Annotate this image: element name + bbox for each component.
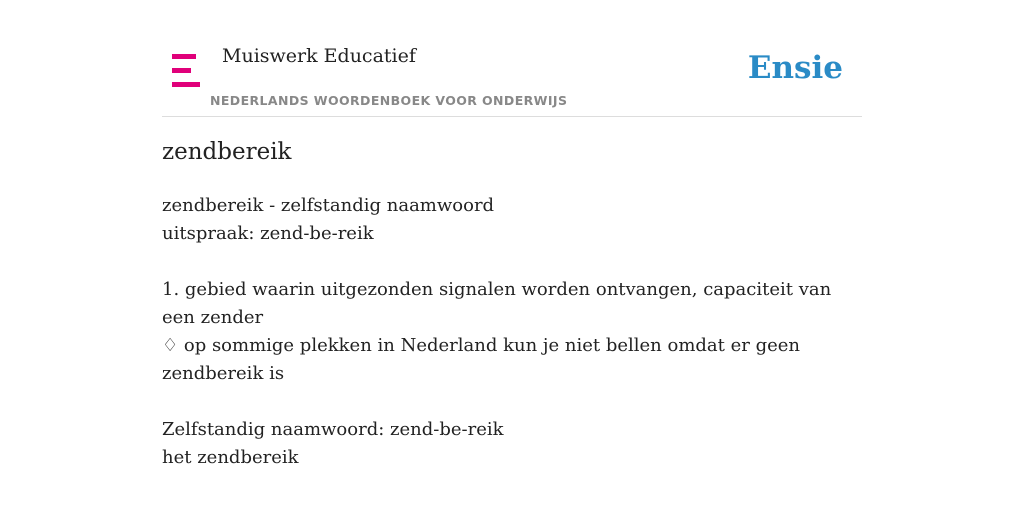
blank-line [162, 388, 862, 416]
publisher-name[interactable]: Muiswerk Educatief [222, 45, 416, 67]
muiswerk-logo-icon[interactable] [172, 54, 200, 88]
definition-line: 1. gebied waarin uitgezonden signalen worden ontvangen, capaciteit van een zender [162, 279, 832, 328]
ensie-brand-logo[interactable]: Ensie [747, 50, 843, 86]
article-line: het zendbereik [162, 447, 299, 468]
page-title: zendbereik [162, 139, 292, 165]
site-header [162, 0, 862, 117]
blank-line [162, 248, 862, 276]
entry-pos-line: zendbereik - zelfstandig naamwoord [162, 195, 495, 216]
definition-body [162, 192, 862, 472]
hyphenation-line: Zelfstandig naamwoord: zend-be-reik [162, 419, 504, 440]
example-line: ♢ op sommige plekken in Nederland kun je niet bellen omdat er geen zendbereik is [162, 335, 800, 384]
dictionary-subtitle: NEDERLANDS WOORDENBOEK VOOR ONDERWIJS [210, 93, 568, 108]
entry-pronunciation-line: uitspraak: zend-be-reik [162, 223, 374, 244]
